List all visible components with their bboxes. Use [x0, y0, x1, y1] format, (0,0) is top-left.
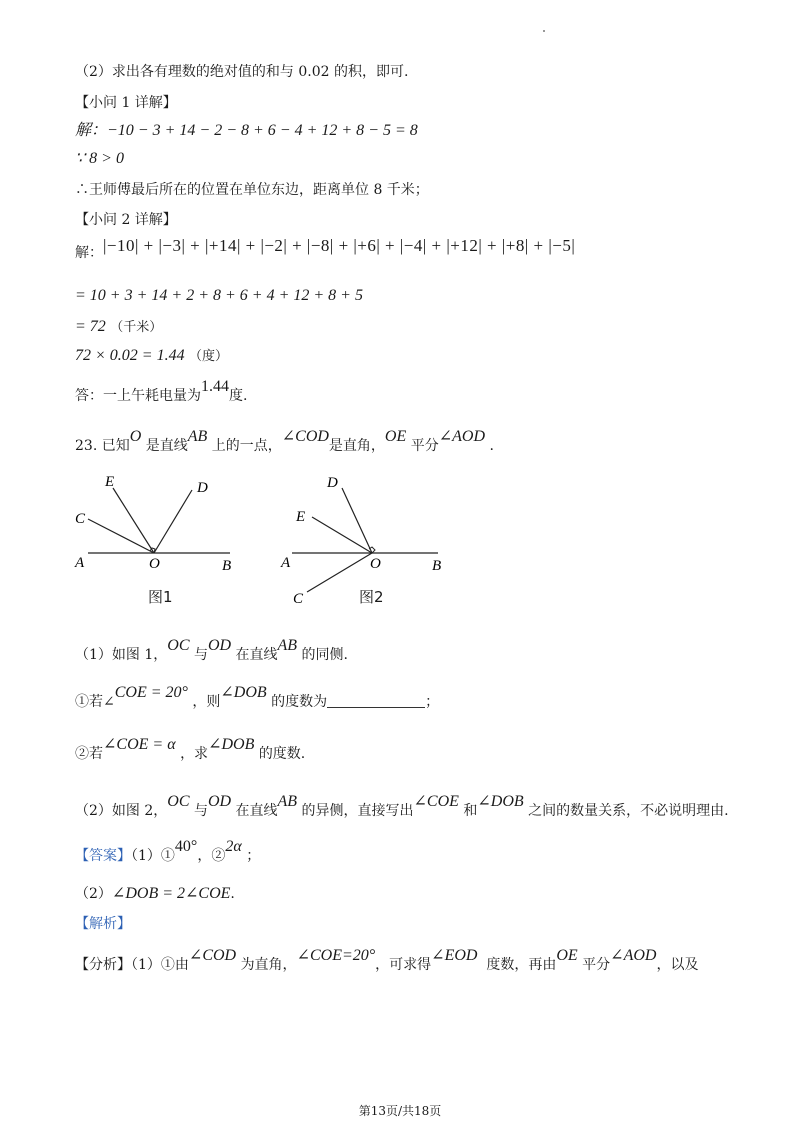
text: ，可求得 — [375, 957, 432, 973]
label-e: E — [105, 474, 115, 490]
equation-line — [75, 121, 418, 141]
text-line: ∴王师傅最后所在的位置在单位东边，距离单位 8 千米； — [75, 182, 429, 198]
answer-value: 40° — [174, 838, 198, 855]
page-footer: 第13页/共18页 — [358, 1104, 442, 1118]
label-c: C — [293, 591, 304, 607]
text: 的度数为 — [271, 694, 328, 710]
text: ①若∠ — [75, 694, 115, 710]
ray-oc — [88, 519, 154, 553]
math-symbol: ∠COD — [281, 428, 329, 445]
text: 为直角， — [240, 957, 297, 973]
equation-line — [75, 286, 363, 306]
text: 之间的数量关系，不必说明理由. — [528, 803, 729, 819]
question-number: 23. 已知 — [75, 438, 130, 454]
ray-od — [342, 488, 372, 553]
math-symbol: OD — [207, 793, 232, 810]
equation: 72 × 0.02 = 1.44 — [75, 347, 185, 364]
equation: 解：−10 − 3 + 14 − 2 − 8 + 6 − 4 + 12 + 8 − 5 = 8 — [75, 122, 418, 139]
math-symbol: OE — [384, 428, 407, 445]
equation-line — [75, 346, 228, 367]
figure-2-caption: 图2 — [359, 588, 384, 606]
math-symbol: ∠DOB — [220, 684, 267, 701]
ray-oe — [312, 517, 372, 553]
answer-line — [75, 838, 261, 866]
text: 在直线 — [235, 803, 278, 819]
answer-value: 1.44 — [201, 378, 229, 395]
answer-blank — [327, 693, 425, 708]
text: 的同侧. — [301, 647, 348, 663]
answer-line — [75, 378, 248, 406]
text: ； — [425, 694, 440, 710]
question-text: . — [489, 438, 494, 454]
text: ； — [246, 848, 261, 864]
label-a: A — [281, 555, 291, 571]
figure-1 — [60, 470, 260, 580]
abs-expression: |−10| + |−3| + |+14| + |−2| + |−8| + |+6| + |−4| + |+12| + |+8| + |−5| — [103, 236, 576, 255]
math-symbol: ∠AOD — [438, 428, 485, 445]
label-c: C — [75, 511, 86, 527]
label-o: O — [149, 556, 160, 572]
text: （2） — [75, 886, 112, 902]
math-symbol: ∠DOB — [208, 736, 255, 753]
equation-line — [75, 317, 162, 338]
label-b: B — [432, 558, 442, 574]
equation: = 72 — [75, 318, 106, 335]
answer-text: 答：一上午耗电量为 — [75, 388, 201, 404]
ray-od — [154, 490, 192, 553]
question-text: 平分 — [410, 438, 439, 454]
math-symbol: ∠COD — [188, 947, 237, 964]
abs-sum-line — [75, 236, 576, 263]
math-symbol: O — [129, 428, 142, 445]
unit: （千米） — [110, 320, 163, 335]
ray-oe — [113, 488, 154, 553]
answer-value: 2α — [225, 838, 242, 855]
label-a: A — [75, 555, 85, 571]
text: 与 — [193, 647, 208, 663]
label-e: E — [296, 509, 306, 525]
text: ②若 — [75, 746, 103, 762]
label-d: D — [197, 480, 208, 496]
math-expression: ∠COE=20° — [296, 947, 376, 964]
question-text: 是直角， — [328, 438, 385, 454]
math-expression: COE = 20° — [114, 684, 188, 701]
text: ，求 — [180, 746, 209, 762]
scan-dot — [543, 30, 545, 32]
math-symbol: ∠COE — [413, 793, 459, 810]
math-symbol: OD — [207, 637, 232, 654]
math-expression: ∠COE = α — [103, 736, 176, 753]
question-23 — [75, 428, 494, 456]
math-symbol: AB — [277, 637, 298, 654]
text: 度数，再由 — [486, 957, 557, 973]
analysis-label: 【分析】 — [75, 957, 131, 973]
analysis-tag: 【解析】 — [75, 916, 131, 932]
text: ，② — [197, 848, 226, 864]
unit: （度） — [189, 349, 229, 364]
part-1-i — [75, 684, 440, 712]
text: （1）如图 1， — [75, 647, 168, 663]
text: ，以及 — [656, 957, 699, 973]
answer-text: 度. — [229, 388, 248, 404]
equation-line — [75, 149, 124, 169]
text: 在直线 — [235, 647, 278, 663]
math-symbol: OC — [167, 793, 190, 810]
figure-1-caption: 图1 — [148, 588, 173, 606]
equation: = 10 + 3 + 14 + 2 + 8 + 6 + 4 + 12 + 8 + 5 — [75, 287, 363, 304]
text-line: （2）求出各有理数的绝对值的和与 0.02 的积，即可. — [75, 64, 409, 80]
math-expression: ∠DOB = 2∠COE — [111, 885, 231, 902]
math-symbol: AB — [277, 793, 298, 810]
part-1-ii — [75, 736, 306, 764]
text: ，则 — [192, 694, 221, 710]
answer-line-2 — [75, 884, 235, 904]
question-text: 是直线 — [145, 438, 188, 454]
text: 与 — [193, 803, 208, 819]
section-heading: 【小问 2 详解】 — [75, 212, 177, 228]
equation: ∵ 8 > 0 — [75, 150, 124, 167]
text: （1）①由 — [131, 957, 189, 973]
text: 的度数. — [258, 746, 306, 762]
text: 的异侧，直接写出 — [301, 803, 414, 819]
answer-tag: 【答案】 — [75, 848, 131, 864]
math-symbol: ∠DOB — [477, 793, 524, 810]
label-d: D — [327, 475, 338, 491]
label-o: O — [370, 556, 381, 572]
part-1-prompt — [75, 637, 348, 665]
math-symbol: ∠EOD — [431, 947, 478, 964]
text: （1）① — [131, 848, 175, 864]
question-text: 上的一点， — [211, 438, 282, 454]
text: 和 — [463, 803, 478, 819]
part-2-prompt — [75, 793, 729, 821]
text: . — [230, 886, 235, 902]
math-symbol: OE — [556, 947, 578, 964]
math-symbol: OC — [167, 637, 190, 654]
section-heading: 【小问 1 详解】 — [75, 95, 177, 111]
math-symbol: ∠AOD — [610, 947, 657, 964]
line-prefix: 解： — [75, 245, 103, 261]
analysis-line — [75, 947, 699, 975]
text: 平分 — [582, 957, 611, 973]
math-symbol: AB — [187, 428, 208, 445]
label-b: B — [222, 558, 232, 574]
text: （2）如图 2， — [75, 803, 168, 819]
